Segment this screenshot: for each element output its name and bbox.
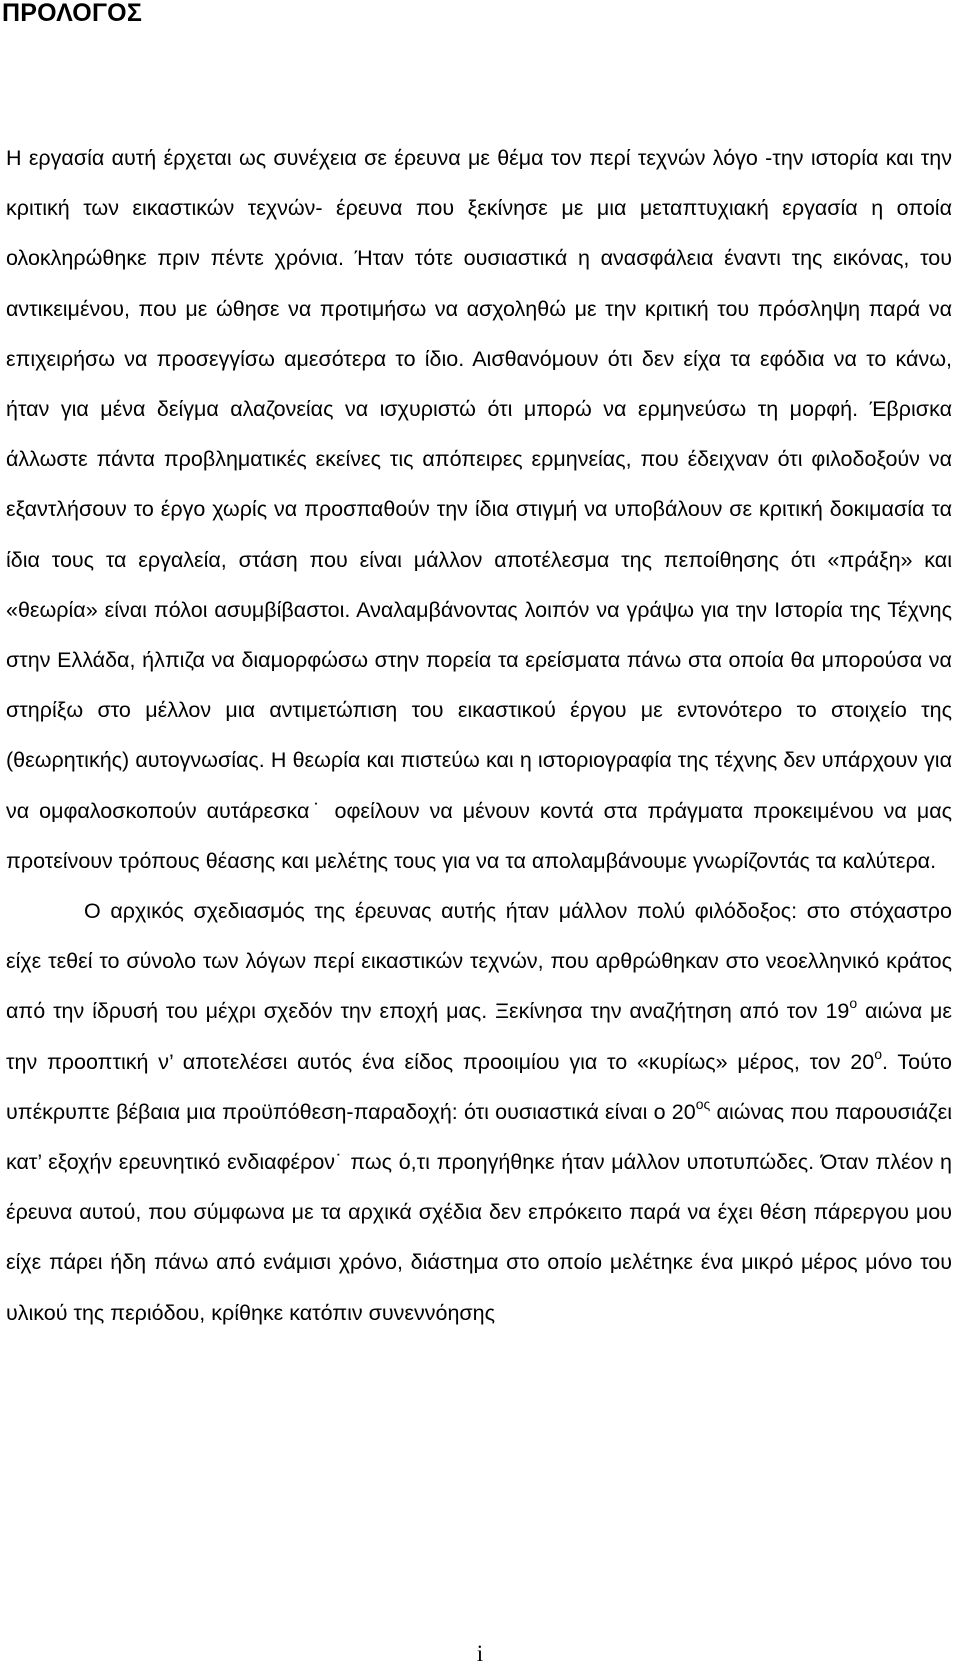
paragraph: Η εργασία αυτή έρχεται ως συνέχεια σε έρευνα με θέμα τον περί τεχνών λόγο -την ιστορία και την κριτική των εικαστικών τεχνών- έρευνα που ξεκίνησε με μια μεταπτυχιακή εργασία η οποία ολοκληρώθηκε πριν πέντε χρόνια. Ήταν τότε ουσιαστικά η ανασφάλεια έναντι της εικόνας, του αντικειμένου, που με ώθησε να προτιμήσω να ασχοληθώ με την κριτική του πρόσληψη παρά να επιχειρήσω να προσεγγίσω αμεσότερα το ίδιο. Αισθανόμουν ότι δεν είχα τα εφόδια να το κάνω, ήταν για μένα δείγμα αλαζονείας να ισχυριστώ ότι μπορώ να ερμηνεύσω τη μορφή. Έβρισκα άλλωστε πάντα προβληματικές εκείνες τις απόπειρες ερμηνείας, που έδειχναν ότι φιλοδοξούν να εξαντλήσουν το έργο χωρίς να προσπαθούν την ίδια στιγμή να υποβάλουν σε κριτική δοκιμασία τα ίδια τους τα εργαλεία, στάση που είναι μάλλον αποτέλεσμα της πεποίθησης ότι «πράξη» και «θεωρία» είναι πόλοι ασυμβίβαστοι. Αναλαμβάνοντας λοιπόν να γράψω για την Ιστορία της Τέχνης στην Ελλάδα, ήλπιζα να διαμορφώσω στην πορεία τα ερείσματα πάνω στα οποία θα μπορούσα να στηρίξω στο μέλλον μια αντιμετώπιση του εικαστικού έργου με εντονότερο το στοιχείο της (θεωρητικής) αυτογνωσίας. Η θεωρία και πιστεύω και η ιστοριογραφία της τέχνης δεν υπάρχουν για να ομφαλοσκοπούν αυτάρεσκα˙ οφείλουν να μένουν κοντά στα πράγματα προκειμένου να μας προτείνουν τρόπους θέασης και μελέτης τους για να τα απολαμβάνουμε γνωρίζοντάς τα καλύτερα. [6,146,952,873]
superscript: ος [695,1095,711,1112]
page-number: i [476,1641,484,1666]
superscript: ο [874,1045,882,1062]
document-body [6,133,952,1338]
paragraph [6,886,952,1338]
text-run: αιώνας που παρουσιάζει κατ’ εξοχήν ερευνητικό ενδιαφέρον˙ πως ό,τι προηγήθηκε ήταν μάλλον υποτυπώδες. Όταν πλέον η έρευνα αυτού, που σύμφωνα με τα αρχικά σχέδια δεν επρόκειτο παρά να έχει θέση πάρεργου μου είχε πάρει ήδη πάνω από ενάμισι χρόνο, διάστημα στο οποίο μελέτηκε ένα μικρό μέρος μόνο του υλικού της περιόδου, κρίθηκε κατόπιν συνεννόησης [6,1099,952,1325]
text-run: αιώνα με την προοπτική ν’ αποτελέσει αυτός ένα είδος προοιμίου για το «κυρίως» μέρος, τον 20 [6,999,952,1074]
page-title: ΠΡΟΛΟΓΟΣ [2,0,143,27]
text-run: . Τούτο υπέκρυπτε βέβαια μια προϋπόθεση-παραδοχή: ότι ουσιαστικά είναι ο 20 [6,1049,952,1124]
text-run: Ο αρχικός σχεδιασμός της έρευνας αυτής ήταν μάλλον πολύ φιλόδοξος: στο στόχαστρο είχε τεθεί το σύνολο των λόγων περί εικαστικών τεχνών, που αρθρώθηκαν στο νεοελληνικό κράτος από την ίδρυσή του μέχρι σχεδόν την εποχή μας. Ξεκίνησα την αναζήτηση από τον 19 [6,899,952,1024]
superscript: ο [849,995,858,1012]
